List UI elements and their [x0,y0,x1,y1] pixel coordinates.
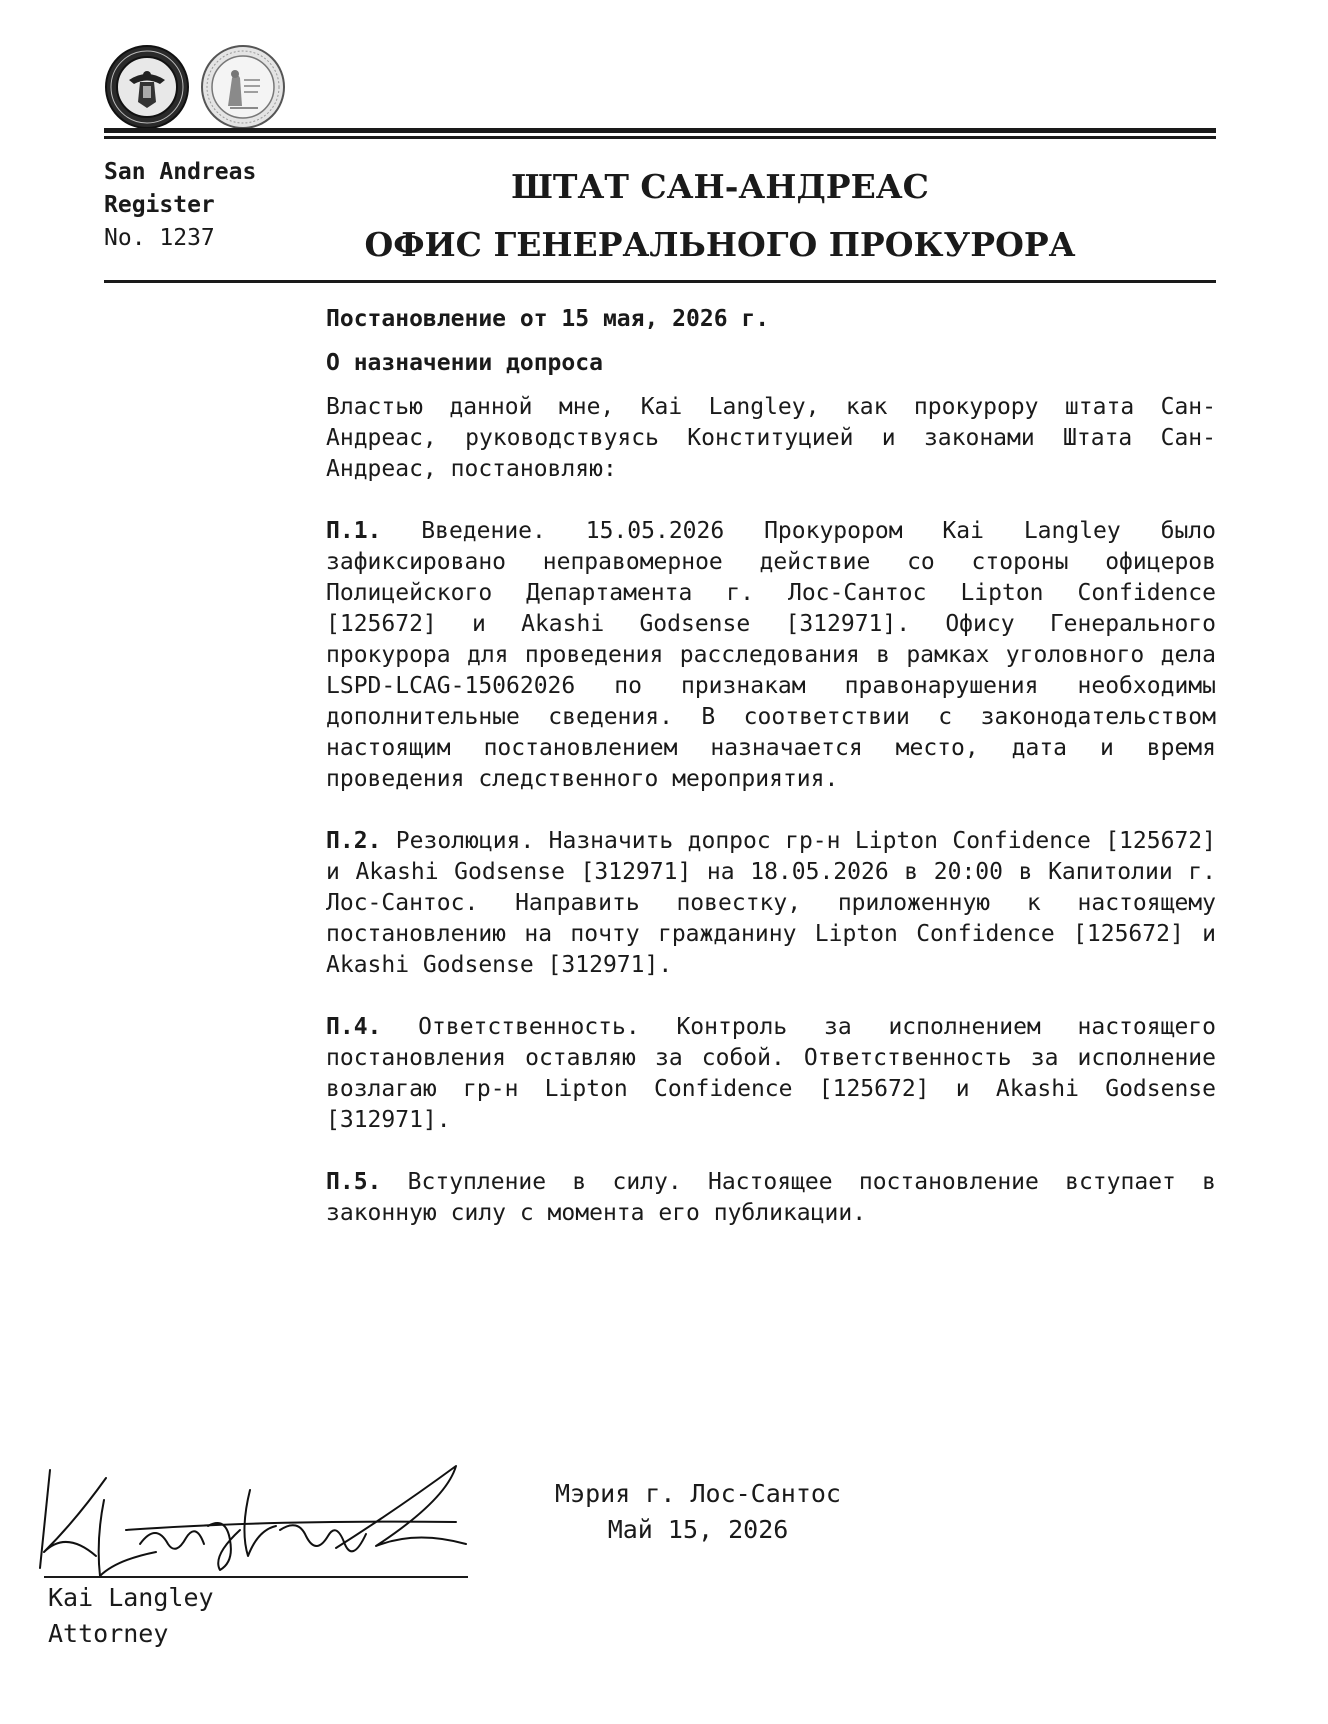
seals [104,44,286,130]
paragraph-number: П.5. [326,1169,382,1195]
paragraph-4 [326,1012,1216,1136]
resolution-intro: Властью данной мне, Kai Langley, как прокурору штата Сан-Андреас, руководствуясь Конституцией и законами Штата Сан-Андреас, постановляю: [326,394,1216,482]
register-line-2: Register [104,192,215,218]
resolution-subject: О назначении допроса [326,350,603,376]
top-rule-thick [104,128,1216,133]
top-rule-thin [104,136,1216,139]
paragraph-text: Вступление в силу. Настоящее постановление вступает в законную силу с момента его публикации. [326,1169,1216,1226]
paragraph-text: Введение. 15.05.2026 Прокурором Kai Langley было зафиксировано неправомерное действие со стороны офицеров Полицейского Департамента г. Лос-Сантос Lipton Confidence [125672] и Akashi Godsense [312971]. Офису Генерального прокурора для проведения расследования в рамках уголовного дела LSPD-LCAG-15062026 по признакам правонарушения необходимы дополнительные сведения. В соответствии с законодательством настоящим постановлением назначается место, дата и время проведения следственного мероприятия. [326,518,1216,792]
register-line-1: San Andreas [104,159,257,185]
title-office: ОФИС ГЕНЕРАЛЬНОГО ПРОКУРОРА [364,225,1076,264]
paragraph-number: П.2. [326,828,382,854]
paragraph-text: Резолюция. Назначить допрос гр-н Lipton Confidence [125672] и Akashi Godsense [312971] на 18.05.2026 в 20:00 в Капитолии г. Лос-Сантос. Направить повестку, приложенную к настоящему постановлению на почту гражданину Lipton Confidence [125672] и Akashi Godsense [312971]. [326,828,1216,978]
attorney-general-seal [200,44,286,130]
title-state: ШТАТ САН-АНДРЕАС [511,167,929,206]
place-date-block [498,1476,898,1548]
signer-name: Kai Langley [48,1583,214,1612]
handwritten-signature [36,1460,472,1580]
register-number: No. 1237 [104,225,215,251]
signature-line [44,1576,468,1578]
date-text: Май 15, 2026 [607,1515,789,1544]
paragraph-text: Ответственность. Контроль за исполнением настоящего постановления оставляю за собой. Ответственность за исполнение возлагаю гр-н Lipton Confidence [125672] и Akashi Godsense [312971]. [326,1014,1216,1133]
paragraph-2 [326,826,1216,981]
resolution-date: Постановление от 15 мая, 2026 г. [326,306,770,332]
paragraph-1 [326,516,1216,795]
document-body [326,304,1216,1260]
paragraph-number: П.4. [326,1014,382,1040]
place-text: Мэрия г. Лос-Сантос [555,1479,841,1508]
register-block [104,156,256,255]
department-of-justice-seal [104,44,190,130]
paragraph-5 [326,1167,1216,1229]
signer-block [48,1580,214,1652]
signer-title: Attorney [48,1619,169,1648]
page-title [340,158,1100,274]
paragraph-number: П.1. [326,518,382,544]
header-divider [104,280,1216,283]
